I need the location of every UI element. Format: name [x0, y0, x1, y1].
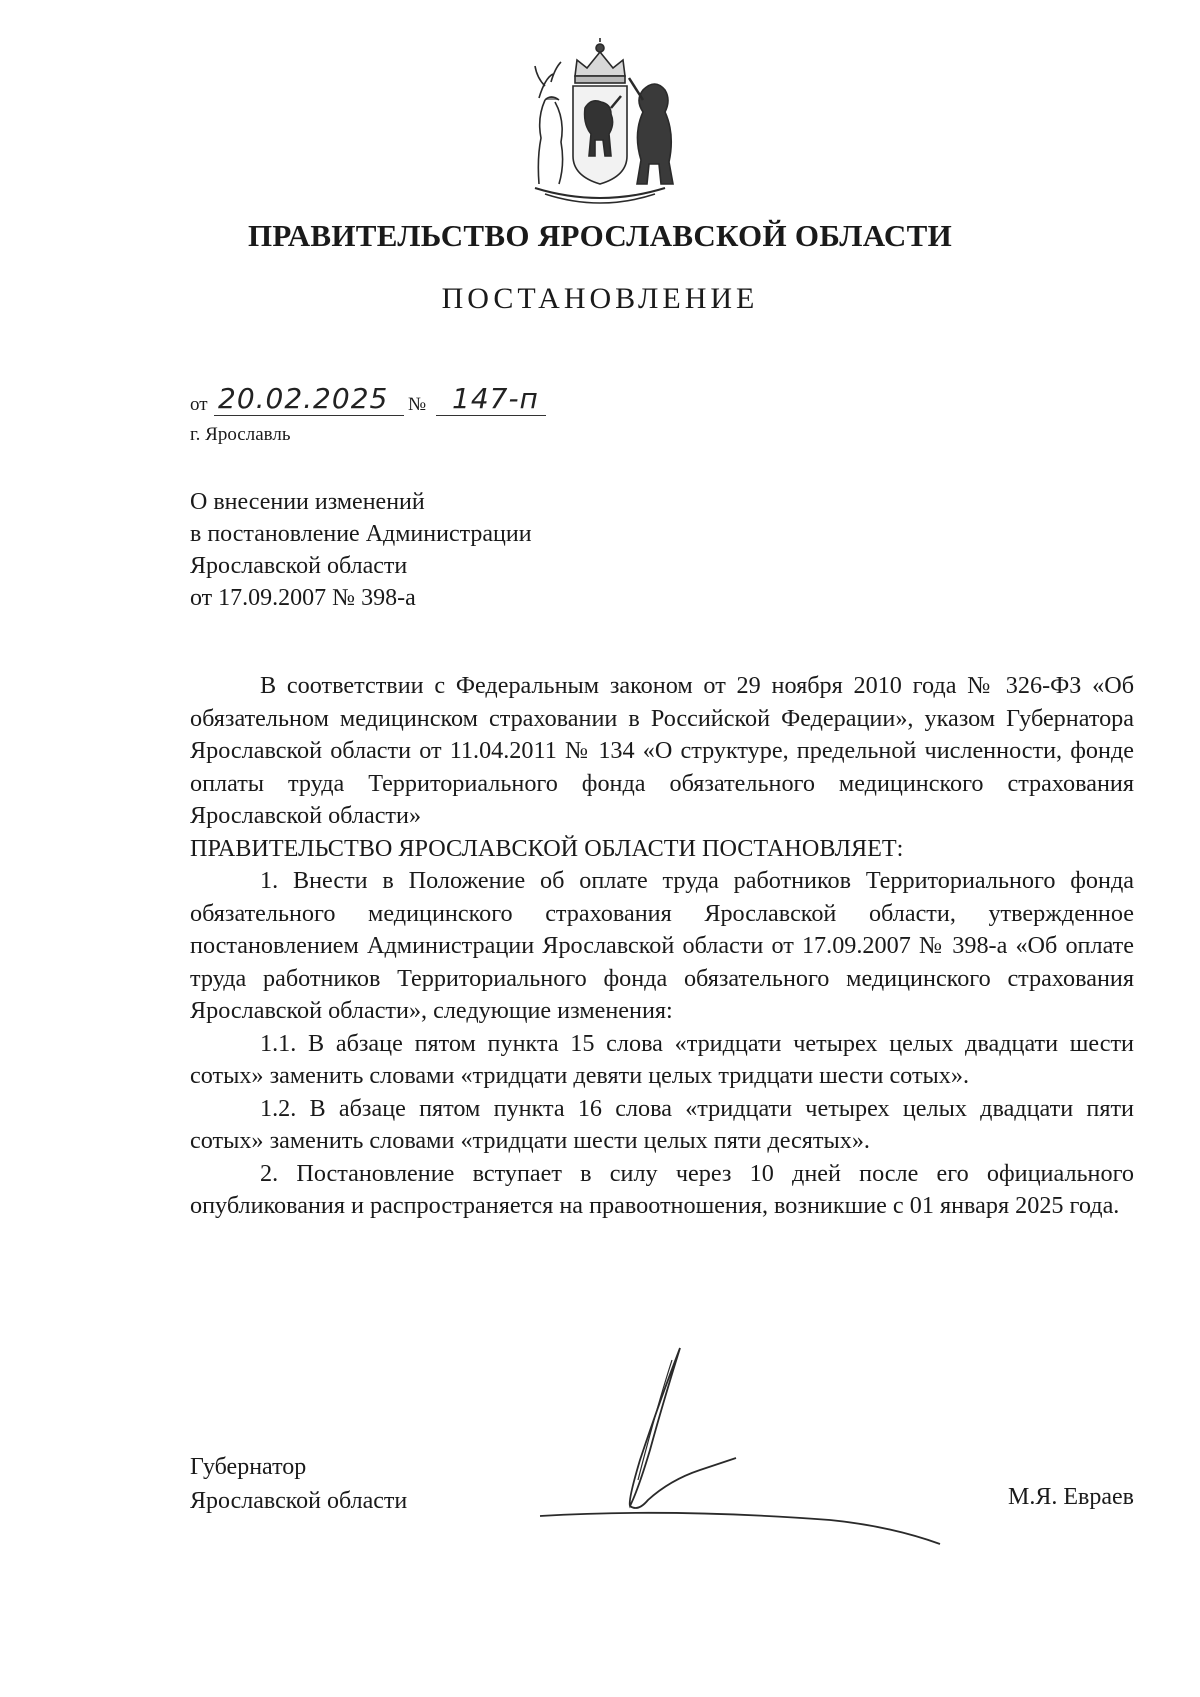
resolution-heading: ПРАВИТЕЛЬСТВО ЯРОСЛАВСКОЙ ОБЛАСТИ ПОСТАНОВЛЯЕТ:	[190, 834, 904, 862]
signatory-position	[190, 1450, 407, 1518]
signatory-name: М.Я. Евраев	[1008, 1484, 1134, 1510]
subject-line: в постановление Администрации	[190, 521, 532, 547]
item-1-paragraph: 1. Внести в Положение об оплате труда работников Территориального фонда обязательного медицинского страхования Ярославской области, утвержденное постановлением Администрации Ярославской области от 17.09.2007 № 398-а «Об оплате труда работников Территориального фонда обязательного медицинского страхования Ярославской области», следующие изменения:	[190, 867, 1134, 1024]
date-underline	[214, 415, 404, 416]
position-line: Губернатор	[190, 1454, 307, 1480]
document-body	[190, 670, 1134, 1223]
city-name: г. Ярославль	[190, 424, 291, 445]
handwritten-date: 20.02.2025	[218, 382, 389, 415]
document-subject	[190, 486, 532, 614]
position-line: Ярославской области	[190, 1488, 408, 1514]
item-1-1-paragraph: 1.1. В абзаце пятом пункта 15 слова «тридцати четырех целых двадцати шести сотых» заменить словами «тридцати девяти целых тридцати шести сотых».	[190, 1029, 1134, 1089]
date-prefix: от	[190, 394, 208, 415]
preamble-paragraph: В соответствии с Федеральным законом от 29 ноября 2010 года № 326-ФЗ «Об обязательном медицинском страховании в Российской Федерации», указом Губернатора Ярославской области от 11.04.2011 № 134 «О структуре, предельной численности, фонде оплаты труда Территориального фонда обязательного медицинского страхования Ярославской области»	[190, 672, 1134, 829]
coat-of-arms-emblem	[515, 38, 685, 210]
item-2-paragraph: 2. Постановление вступает в силу через 10 дней после его официального опубликования и распространяется на правоотношения, возникшие с 01 января 2025 года.	[190, 1159, 1134, 1219]
number-underline	[436, 415, 546, 416]
handwritten-number: 147-п	[452, 382, 539, 415]
subject-line: Ярославской области	[190, 553, 408, 579]
subject-line: от 17.09.2007 № 398-а	[190, 585, 416, 611]
number-prefix: №	[408, 394, 427, 415]
document-type: ПОСТАНОВЛЕНИЕ	[441, 282, 759, 315]
subject-line: О внесении изменений	[190, 489, 425, 515]
date-number-line	[190, 382, 610, 420]
signature-mark	[530, 1330, 950, 1560]
item-1-2-paragraph: 1.2. В абзаце пятом пункта 16 слова «тридцати четырех целых двадцати пяти сотых» заменить словами «тридцати шести целых пяти десятых».	[190, 1094, 1134, 1154]
government-title: ПРАВИТЕЛЬСТВО ЯРОСЛАВСКОЙ ОБЛАСТИ	[248, 218, 952, 253]
